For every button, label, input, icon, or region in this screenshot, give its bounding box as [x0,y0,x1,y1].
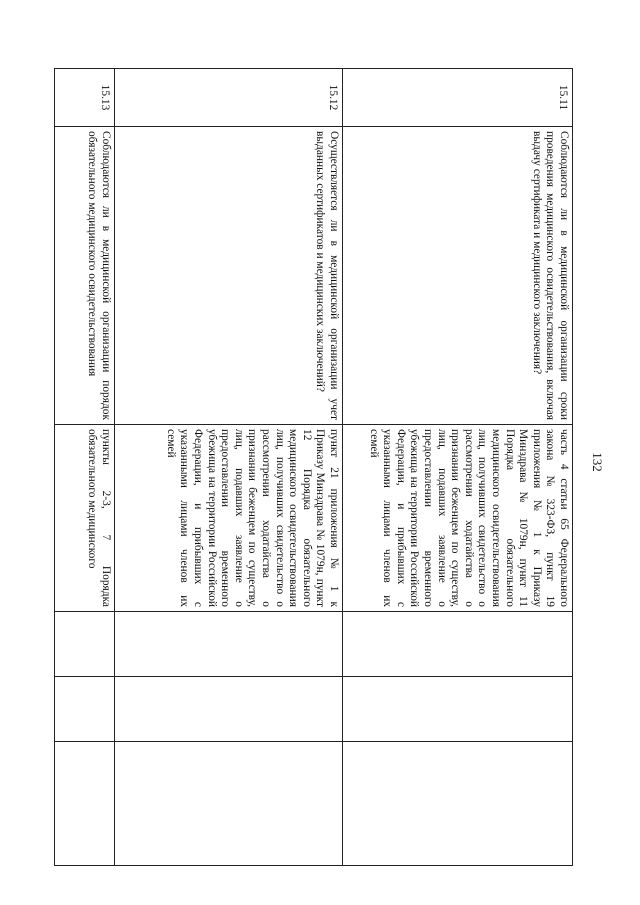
answer-cell-no [343,677,573,742]
row-question: Соблюдаются ли в медицинской организации сроки проведения медицинского освидетельствования, включая выдачу сертификата и медицинского заключения? [343,127,573,425]
table-row [55,69,115,866]
row-number: 15.11 [343,69,573,127]
notes-cell [343,742,573,866]
row-number: 15.13 [55,69,115,127]
row-legal-reference: часть 4 статьи 65 Федерального закона №323-ФЗ, пункт 19 приложения № 1 к Приказу Минздрава № 1079н, пункт 11 Порядка обязательного медицинского освидетельствования лиц, получивших свидетельство о рассмотрении ходатайства о признании беженцем по существу, лиц, подавших заявление о предоставлении временного убежища на территории Российской Федерации, и прибывших с указанными лицами членов их семей [343,425,573,612]
row-question: Осуществляется ли в медицинской организации учет выданных сертификатов и медицинских заключений? [115,127,343,425]
answer-cell-yes [343,612,573,677]
table-row [115,69,343,866]
page-number: 132 [590,452,605,472]
checklist-table [54,68,573,866]
answer-cell-yes [115,612,343,677]
rotated-page-content [55,68,573,865]
row-legal-reference: пункты 2-3, 7 Порядка обязательного медицинского [55,425,115,612]
row-number: 15.12 [115,69,343,127]
answer-cell-no [55,677,115,742]
answer-cell-no [115,677,343,742]
answer-cell-yes [55,612,115,677]
notes-cell [115,742,343,866]
table-row [343,69,573,866]
notes-cell [55,742,115,866]
row-question: Соблюдаются ли в медицинской организации порядок обязательного медицинского освидетельствования [55,127,115,425]
row-legal-reference: пункт 21 приложения № 1 к Приказу Минздрава № 1079н, пункт 12 Порядка обязательного медицинского освидетельствования лиц, получивших свидетельство о рассмотрении ходатайства о признании беженцем по существу, лиц, подавших заявление о предоставлении временного убежища на территории Российской Федерации, и прибывших с указанными лицами членов их семей [115,425,343,612]
